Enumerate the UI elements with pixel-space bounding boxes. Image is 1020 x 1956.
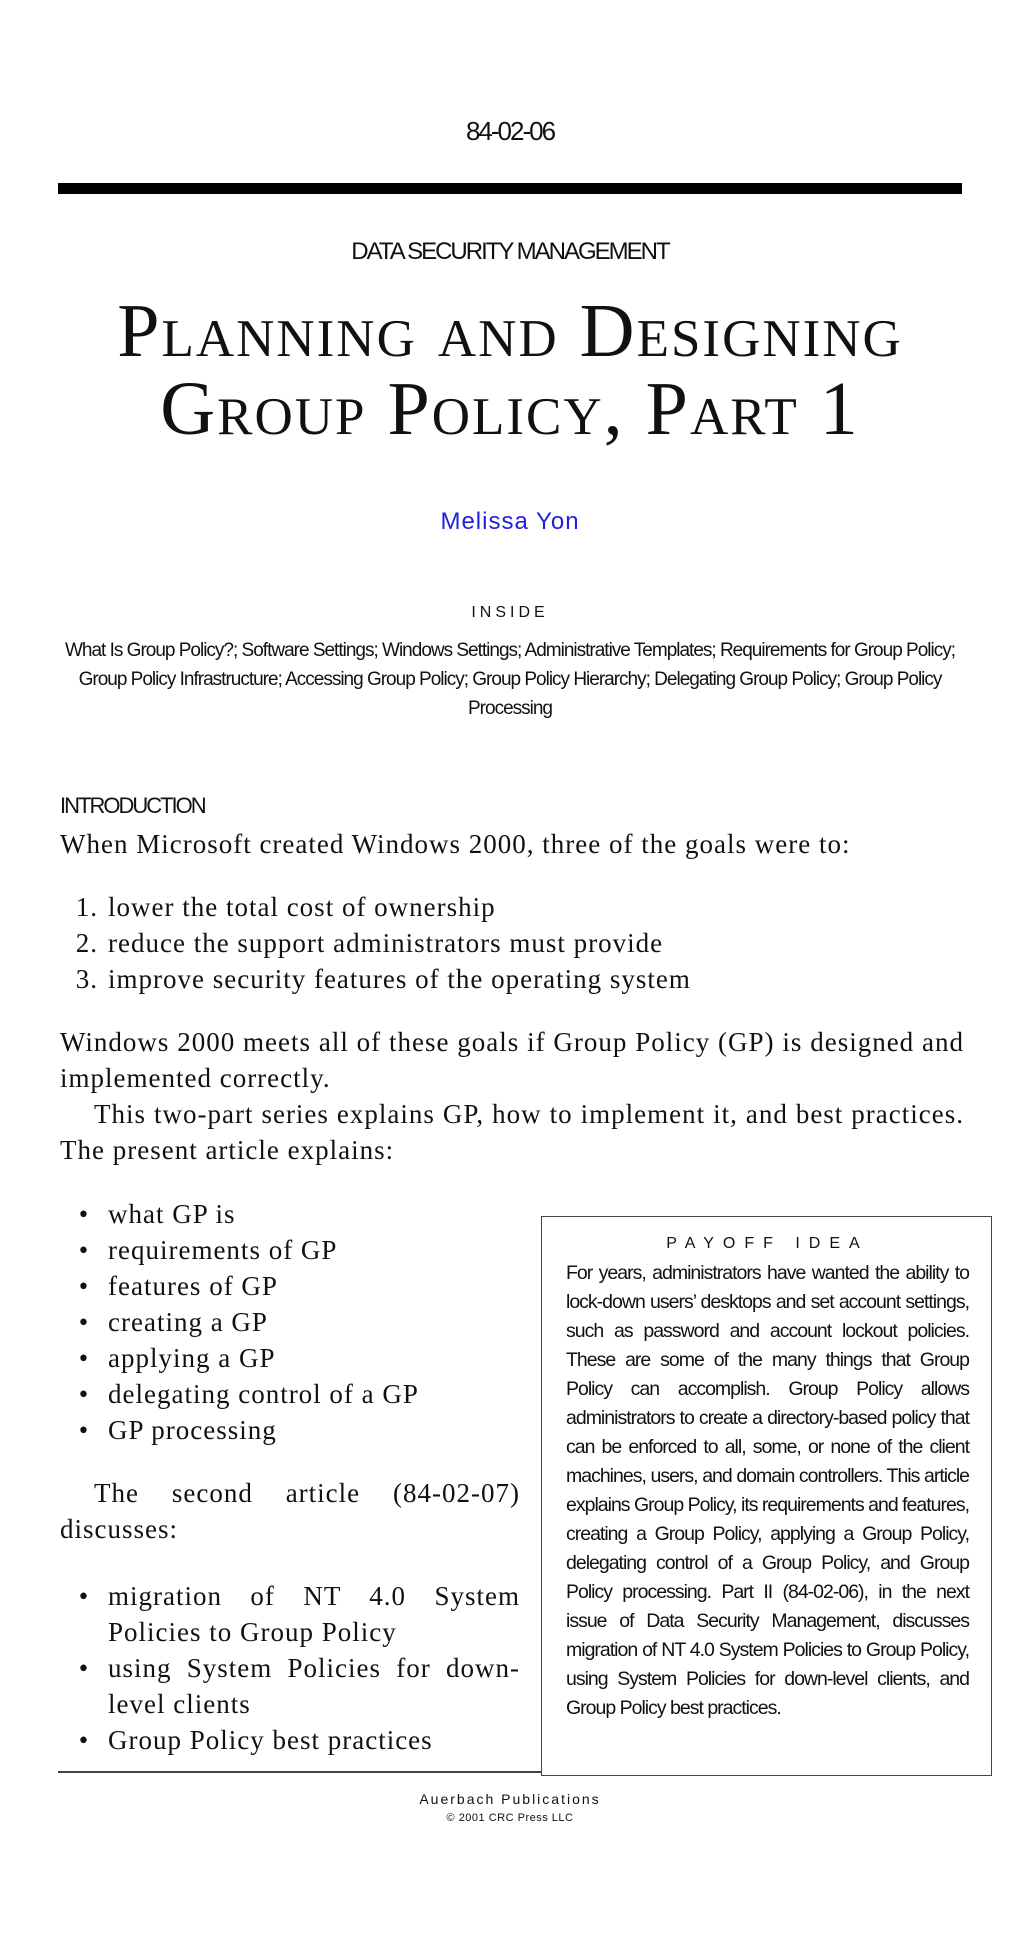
author-name: Melissa Yon bbox=[440, 508, 580, 535]
bullet-icon: • bbox=[78, 1581, 90, 1611]
bullet-text: using System Policies for down-level clients bbox=[108, 1653, 520, 1719]
bullet-item bbox=[60, 1578, 520, 1650]
bullet-icon: • bbox=[78, 1199, 90, 1229]
bullet-icon: • bbox=[78, 1725, 90, 1755]
bullet-icon: • bbox=[78, 1271, 90, 1301]
section-heading: INTRODUCTION bbox=[60, 793, 205, 818]
bullet-text: applying a GP bbox=[108, 1343, 276, 1373]
bullet-icon: • bbox=[78, 1343, 90, 1373]
bullet-icon: • bbox=[78, 1307, 90, 1337]
bottom-rule bbox=[58, 1771, 541, 1773]
bullet-item bbox=[60, 1232, 520, 1268]
bullet-text: GP processing bbox=[108, 1415, 277, 1445]
paragraph: The second article (84-02-07) discusses: bbox=[60, 1478, 520, 1544]
goal-text: reduce the support administrators must provide bbox=[108, 928, 664, 958]
bullet-text: features of GP bbox=[108, 1271, 278, 1301]
goals-list bbox=[60, 889, 964, 997]
series-name: DATA SECURITY MANAGEMENT bbox=[351, 238, 669, 265]
bullet-icon: • bbox=[78, 1235, 90, 1265]
bullet-text: delegating control of a GP bbox=[108, 1379, 419, 1409]
bullet-text: migration of NT 4.0 System Policies to Group Policy bbox=[108, 1581, 520, 1647]
article-topics-list bbox=[60, 1196, 520, 1448]
payoff-idea-box bbox=[541, 1216, 992, 1776]
bullet-item bbox=[60, 1412, 520, 1448]
goal-number: 3. bbox=[75, 964, 98, 994]
goal-text: improve security features of the operating system bbox=[108, 964, 691, 994]
goal-number: 1. bbox=[75, 892, 98, 922]
bullet-item bbox=[60, 1722, 520, 1758]
publisher: Auerbach Publications bbox=[419, 1791, 601, 1807]
bullet-item bbox=[60, 1376, 520, 1412]
doc-number: 84-02-06 bbox=[465, 116, 555, 146]
intro-lead: When Microsoft created Windows 2000, three of the goals were to: bbox=[60, 829, 851, 859]
copyright: © 2001 CRC Press LLC bbox=[446, 1812, 574, 1824]
goal-item bbox=[60, 925, 964, 961]
next-article-topics-list bbox=[60, 1578, 520, 1758]
bullet-item bbox=[60, 1340, 520, 1376]
goal-number: 2. bbox=[75, 928, 98, 958]
paragraph: This two-part series explains GP, how to implement it, and best practices. The present article explains: bbox=[60, 1099, 964, 1165]
bullet-item bbox=[60, 1268, 520, 1304]
inside-topics: What Is Group Policy?; Software Settings; Windows Settings; Administrative Templates; Requirements for Group Policy; Group Policy Infrastructure; Accessing Group Policy; Group Policy Hierarchy; Delegating Group Policy; Group Policy Processing bbox=[64, 640, 956, 719]
paragraph: Windows 2000 meets all of these goals if Group Policy (GP) is designed and implemented correctly. bbox=[60, 1027, 964, 1093]
bullet-text: creating a GP bbox=[108, 1307, 268, 1337]
goal-item bbox=[60, 961, 964, 997]
inside-label: INSIDE bbox=[471, 604, 549, 621]
title-line-1: Planning and Designing bbox=[117, 289, 903, 373]
bullet-text: Group Policy best practices bbox=[108, 1725, 433, 1755]
goal-item bbox=[60, 889, 964, 925]
payoff-text: For years, administrators have wanted the ability to lock-down users’ desktops and set account settings, such as password and account lockout policies. These are some of the many things that Group Policy can accomplish. Group Policy allows administrators to create a directory-based policy that can be enforced to all, some, or none of the client machines, users, and domain controllers. This article explains Group Policy, its requirements and features, creating a Group Policy, applying a Group Policy, delegating control of a Group Policy, and Group Policy processing. Part II (84-02-06), in the next issue of Data Security Management, discusses migration of NT 4.0 System Policies to Group Policy, using System Policies for down-level clients, and Group Policy best practices. bbox=[566, 1262, 969, 1719]
top-rule bbox=[58, 183, 962, 194]
bullet-icon: • bbox=[78, 1415, 90, 1445]
article-title bbox=[0, 289, 1020, 451]
bullet-text: what GP is bbox=[108, 1199, 236, 1229]
goal-text: lower the total cost of ownership bbox=[108, 892, 496, 922]
bullet-item bbox=[60, 1650, 520, 1722]
bullet-text: requirements of GP bbox=[108, 1235, 338, 1265]
title-line-2: Group Policy, Part 1 bbox=[160, 367, 860, 451]
payoff-label: PAYOFF IDEA bbox=[666, 1235, 869, 1252]
bullet-icon: • bbox=[78, 1379, 90, 1409]
bullet-item bbox=[60, 1196, 520, 1232]
bullet-item bbox=[60, 1304, 520, 1340]
bullet-icon: • bbox=[78, 1653, 90, 1683]
